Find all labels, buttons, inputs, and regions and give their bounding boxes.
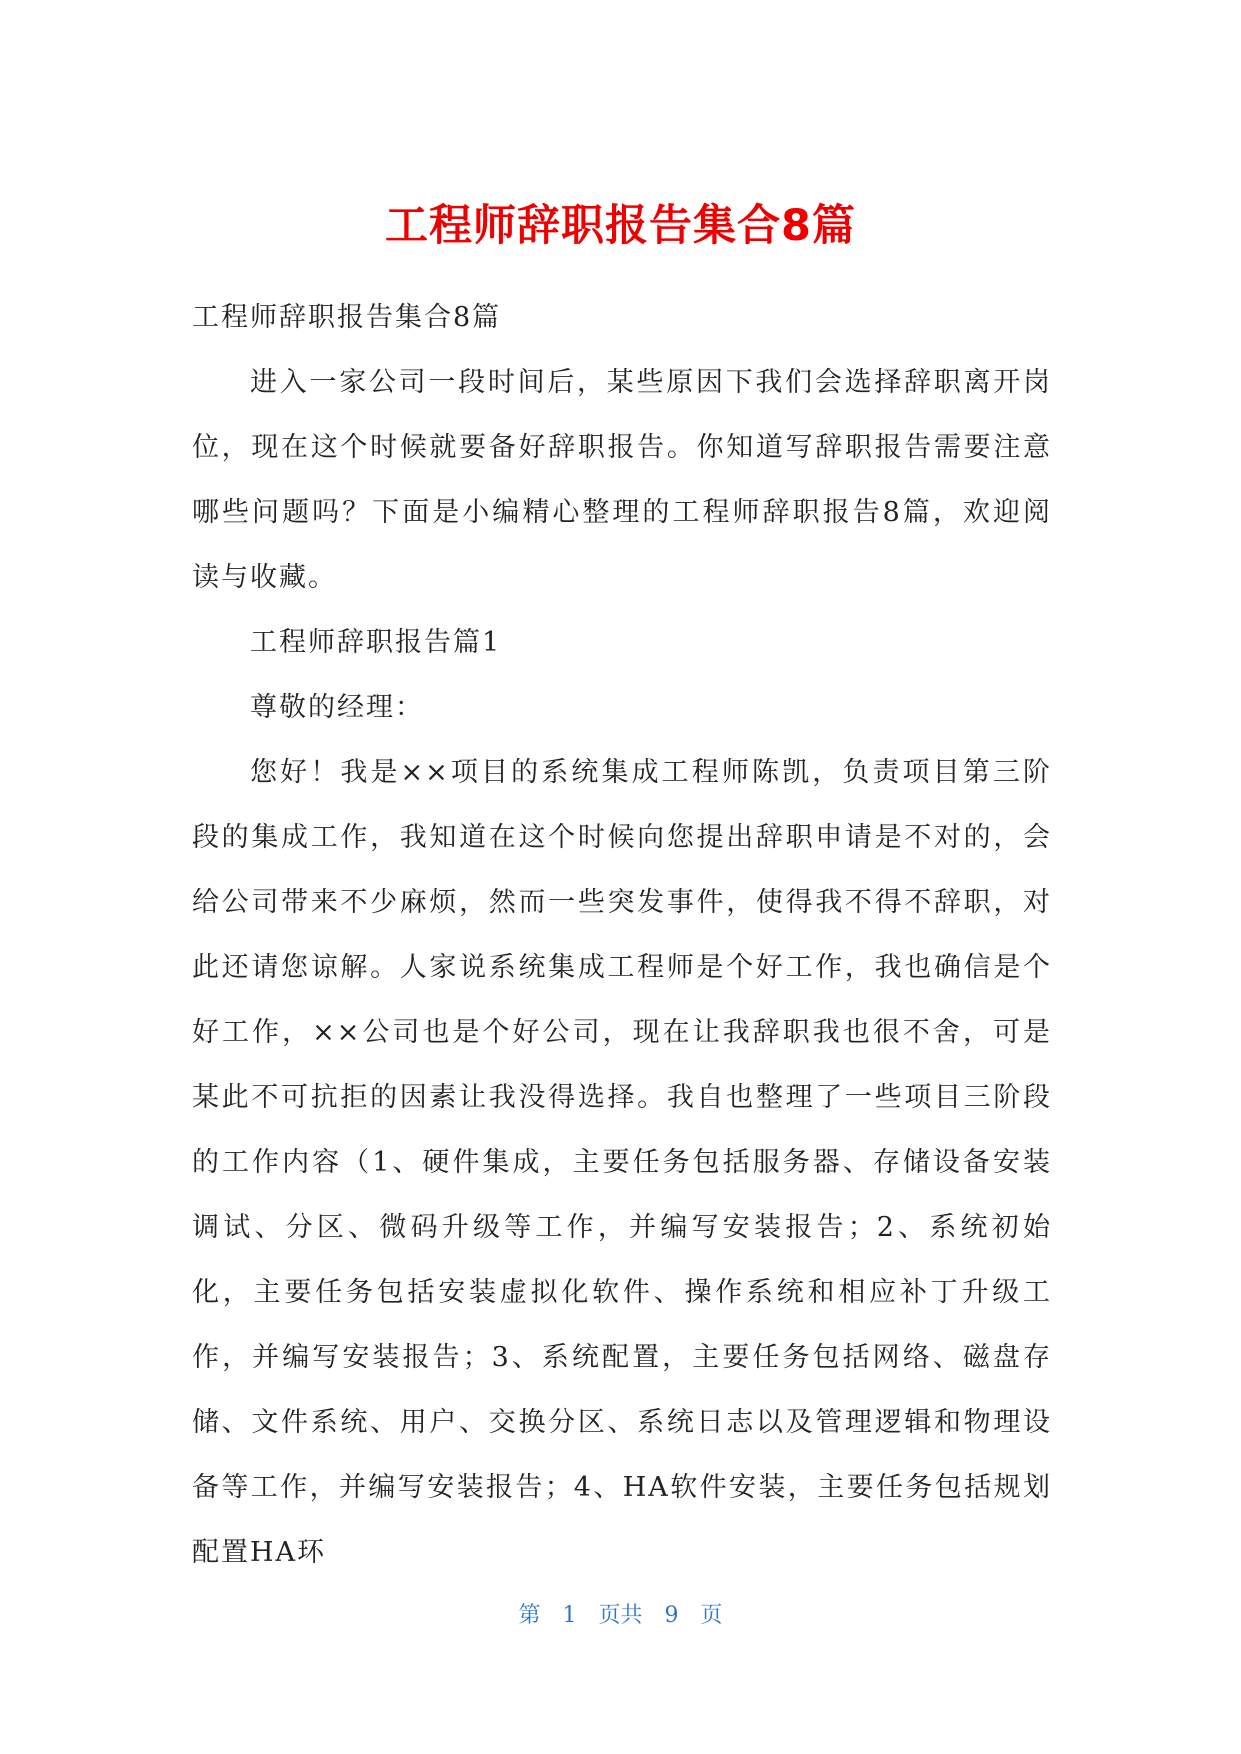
paragraph-subtitle: 工程师辞职报告集合8篇 [192, 302, 502, 333]
paragraph-intro: 进入一家公司一段时间后，某些原因下我们会选择辞职离开岗位，现在这个时候就要备好辞职报告。你知道写辞职报告需要注意哪些问题吗？下面是小编精心整理的工程师辞职报告8篇，欢迎阅读与收藏。 [192, 367, 1052, 593]
page-footer [0, 1600, 1241, 1632]
paragraph-salutation: 尊敬的经理： [250, 692, 424, 723]
document-title: 工程师辞职报告集合8篇 [385, 201, 856, 251]
paragraph-section-heading: 工程师辞职报告篇1 [250, 627, 502, 658]
paragraph-letter-body: 您好！我是××项目的系统集成工程师陈凯，负责项目第三阶段的集成工作，我知道在这个时候向您提出辞职申请是不对的，会给公司带来不少麻烦，然而一些突发事件，使得我不得不辞职，对此还请您谅解。人家说系统集成工程师是个好工作，我也确信是个好工作，××公司也是个好公司，现在让我辞职我也很不舍，可是某此不可抗拒的因素让我没得选择。我自也整理了一些项目三阶段的工作内容（1、硬件集成，主要任务包括服务器、存储设备安装调试、分区、微码升级等工作，并编写安装报告；2、系统初始化，主要任务包括安装虚拟化软件、操作系统和相应补丁升级工作，并编写安装报告；3、系统配置，主要任务包括网络、磁盘存储、文件系统、用户、交换分区、系统日志以及管理逻辑和物理设备等工作，并编写安装报告；4、HA软件安装，主要任务包括规划配置HA环 [192, 757, 1052, 1568]
document-body [192, 285, 1052, 1585]
footer-suffix: 页 [700, 1603, 723, 1628]
footer-page-number: 1 [562, 1603, 577, 1628]
footer-middle: 页共 [598, 1603, 643, 1628]
footer-total-pages: 9 [664, 1603, 679, 1628]
footer-prefix: 第 [518, 1603, 541, 1628]
